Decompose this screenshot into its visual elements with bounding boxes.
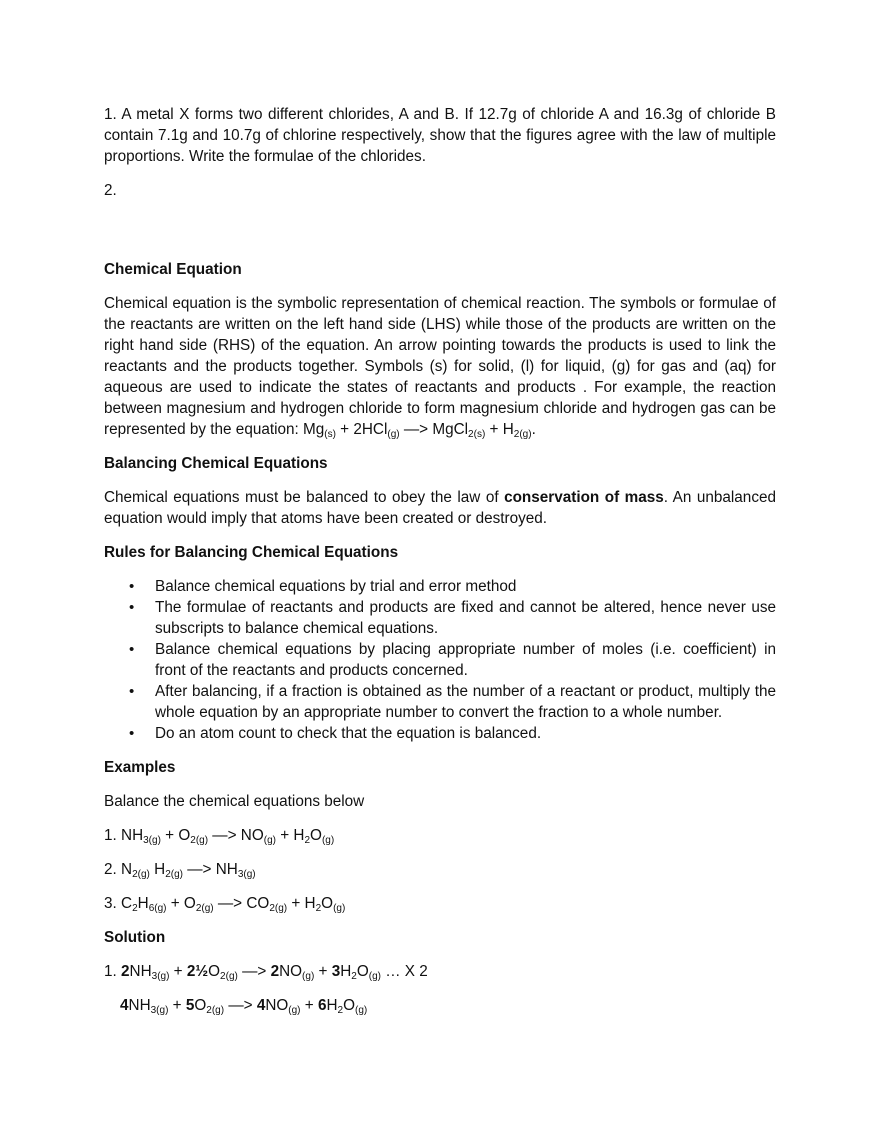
eq-subscript: 2(g) [206, 1005, 225, 1016]
section-heading-solution: Solution [104, 929, 166, 946]
eq-term: —> [224, 997, 257, 1014]
eq-coefficient: 2½ [186, 963, 209, 980]
eq-subscript: (g) [288, 1005, 301, 1016]
eq-subscript: 2(g) [513, 429, 532, 440]
list-item: • After balancing, if a fraction is obtained as the number of a reactant or product, multiply the whole equation by an appropriate number to convert the fraction to a whole number. [155, 681, 776, 723]
paragraph-text: . An unbalanced equation would imply that atoms have been created or destroyed. [104, 489, 776, 527]
eq-term: . [531, 421, 536, 438]
question-text: A metal X forms two different chlorides, A and B. If 12.7g of chloride A and 16.3g of chloride B contain 7.1g and 10.7g of chlorine respectively, show that the figures agree with the law of multiple proportions. Write the formulae of the chlorides. [104, 106, 776, 165]
eq-term: NH [129, 963, 152, 980]
eq-subscript: 3(g) [150, 1005, 169, 1016]
eq-coefficient: 4 [120, 997, 129, 1014]
eq-coefficient: 4 [256, 997, 266, 1014]
eq-term: —> MgCl [399, 421, 469, 438]
eq-term: Mg [303, 421, 325, 438]
eq-term: + [314, 963, 332, 980]
paragraph-text: Chemical equation is the symbolic representation of chemical reaction. The symbols or formulae of the reactants are written on the left hand side (LHS) while those of the products are written on the right hand side (RHS) of the equation. An arrow pointing towards the products is used to link the reactants and the products together. Symbols (s) for solid, (l) for liquid, (g) for gas and (aq) for aqueous are used to indicate the states of reactants and products . For example, the reaction between magnesium and hydrogen chloride to form magnesium chloride and hydrogen gas can be represented by the equation: [104, 295, 776, 438]
eq-subscript: 2(g) [195, 903, 214, 914]
eq-subscript: 6(g) [148, 903, 167, 914]
eq-term: H [340, 963, 352, 980]
eq-term: O [208, 963, 221, 980]
solution-line-2 [104, 995, 776, 1016]
eq-term: —> NH [182, 861, 238, 878]
eq-subscript: 3(g) [237, 869, 256, 880]
eq-subscript: 2 [351, 971, 357, 982]
eq-subscript: 2(s) [468, 429, 486, 440]
examples-intro: Balance the chemical equations below [104, 793, 365, 810]
eq-subscript: (g) [355, 1005, 368, 1016]
eq-subscript: (g) [302, 971, 315, 982]
section-heading-chemical-equation: Chemical Equation [104, 261, 242, 278]
eq-coefficient: 3 [331, 963, 341, 980]
eq-term: 2. [104, 861, 122, 878]
eq-term: —> NO [208, 827, 264, 844]
eq-subscript: 2(g) [269, 903, 288, 914]
eq-subscript: 2 [132, 903, 138, 914]
solution-line-1 [104, 961, 776, 982]
eq-subscript: (g) [368, 971, 381, 982]
eq-coefficient: 2 [121, 963, 130, 980]
eq-term: + O [160, 827, 191, 844]
eq-subscript: 2 [304, 835, 311, 846]
paragraph-text: Chemical equations must be balanced to obey the law of [104, 489, 505, 506]
list-item: • The formulae of reactants and products are fixed and cannot be altered, hence never use subscripts to balance chemical equations. [155, 597, 776, 639]
section-heading-balancing: Balancing Chemical Equations [104, 455, 328, 472]
eq-term: 1. [104, 963, 122, 980]
eq-term: —> CO [213, 895, 270, 912]
eq-coefficient: 5 [185, 997, 195, 1014]
example-equation-1 [104, 825, 776, 846]
eq-subscript: 3(g) [143, 835, 161, 846]
eq-term: C [121, 895, 133, 912]
eq-term: + [168, 997, 186, 1014]
eq-term: NO [265, 997, 289, 1014]
question-1 [104, 104, 776, 167]
eq-subscript: (g) [333, 903, 346, 914]
document-page [104, 104, 776, 1029]
eq-term: O [194, 997, 207, 1014]
balancing-paragraph [104, 487, 776, 529]
eq-term: 1. [104, 827, 122, 844]
chemical-equation-paragraph [104, 293, 776, 440]
list-item: • Balance chemical equations by placing appropriate number of moles (i.e. coefficient) in front of the reactants and products concerned. [155, 639, 776, 681]
eq-term: + [169, 963, 187, 980]
eq-term: H [137, 895, 149, 912]
eq-coefficient: 6 [317, 997, 327, 1014]
section-heading-rules: Rules for Balancing Chemical Equations [104, 544, 399, 561]
eq-term: 3. [104, 895, 122, 912]
spacer [104, 214, 776, 259]
eq-term: O [310, 827, 322, 844]
eq-subscript: 2(g) [220, 971, 238, 982]
example-equation-2 [104, 859, 776, 880]
list-item: • Do an atom count to check that the equation is balanced. [155, 723, 776, 744]
eq-subscript: 3(g) [151, 971, 170, 982]
eq-subscript: 2 [337, 1005, 344, 1016]
bold-term: conservation of mass [504, 489, 664, 506]
eq-term: … X 2 [381, 963, 428, 980]
eq-term: N [121, 861, 133, 878]
list-item: • Balance chemical equations by trial and error method [155, 576, 776, 597]
eq-term: + H [485, 421, 514, 438]
eq-term: + O [166, 895, 196, 912]
eq-term: + H [287, 895, 316, 912]
example-equation [303, 421, 536, 438]
eq-subscript: 2(g) [132, 869, 150, 880]
question-2 [104, 180, 776, 201]
example-equation-3 [104, 893, 776, 914]
eq-coefficient: 2 [270, 963, 280, 980]
eq-term: O [356, 963, 369, 980]
eq-term: + 2HCl [335, 421, 388, 438]
eq-term: NH [128, 997, 151, 1014]
eq-term: —> [237, 963, 271, 980]
eq-term: + H [275, 827, 305, 844]
eq-term: H [149, 861, 166, 878]
eq-subscript: 2 [315, 903, 322, 914]
eq-subscript: (g) [321, 835, 335, 846]
eq-term: NH [121, 827, 144, 844]
eq-subscript: (g) [387, 429, 400, 440]
eq-term: H [326, 997, 338, 1014]
eq-subscript: (s) [324, 429, 336, 440]
question-number: 1. [104, 106, 117, 123]
eq-term: NO [279, 963, 303, 980]
eq-subscript: 2(g) [165, 869, 183, 880]
eq-subscript: 2(g) [190, 835, 209, 846]
eq-term: O [343, 997, 355, 1014]
eq-subscript: (g) [263, 835, 276, 846]
question-number: 2. [104, 182, 117, 199]
rules-list [104, 576, 776, 744]
section-heading-examples: Examples [104, 759, 176, 776]
eq-term: + [300, 997, 318, 1014]
eq-term: O [321, 895, 334, 912]
